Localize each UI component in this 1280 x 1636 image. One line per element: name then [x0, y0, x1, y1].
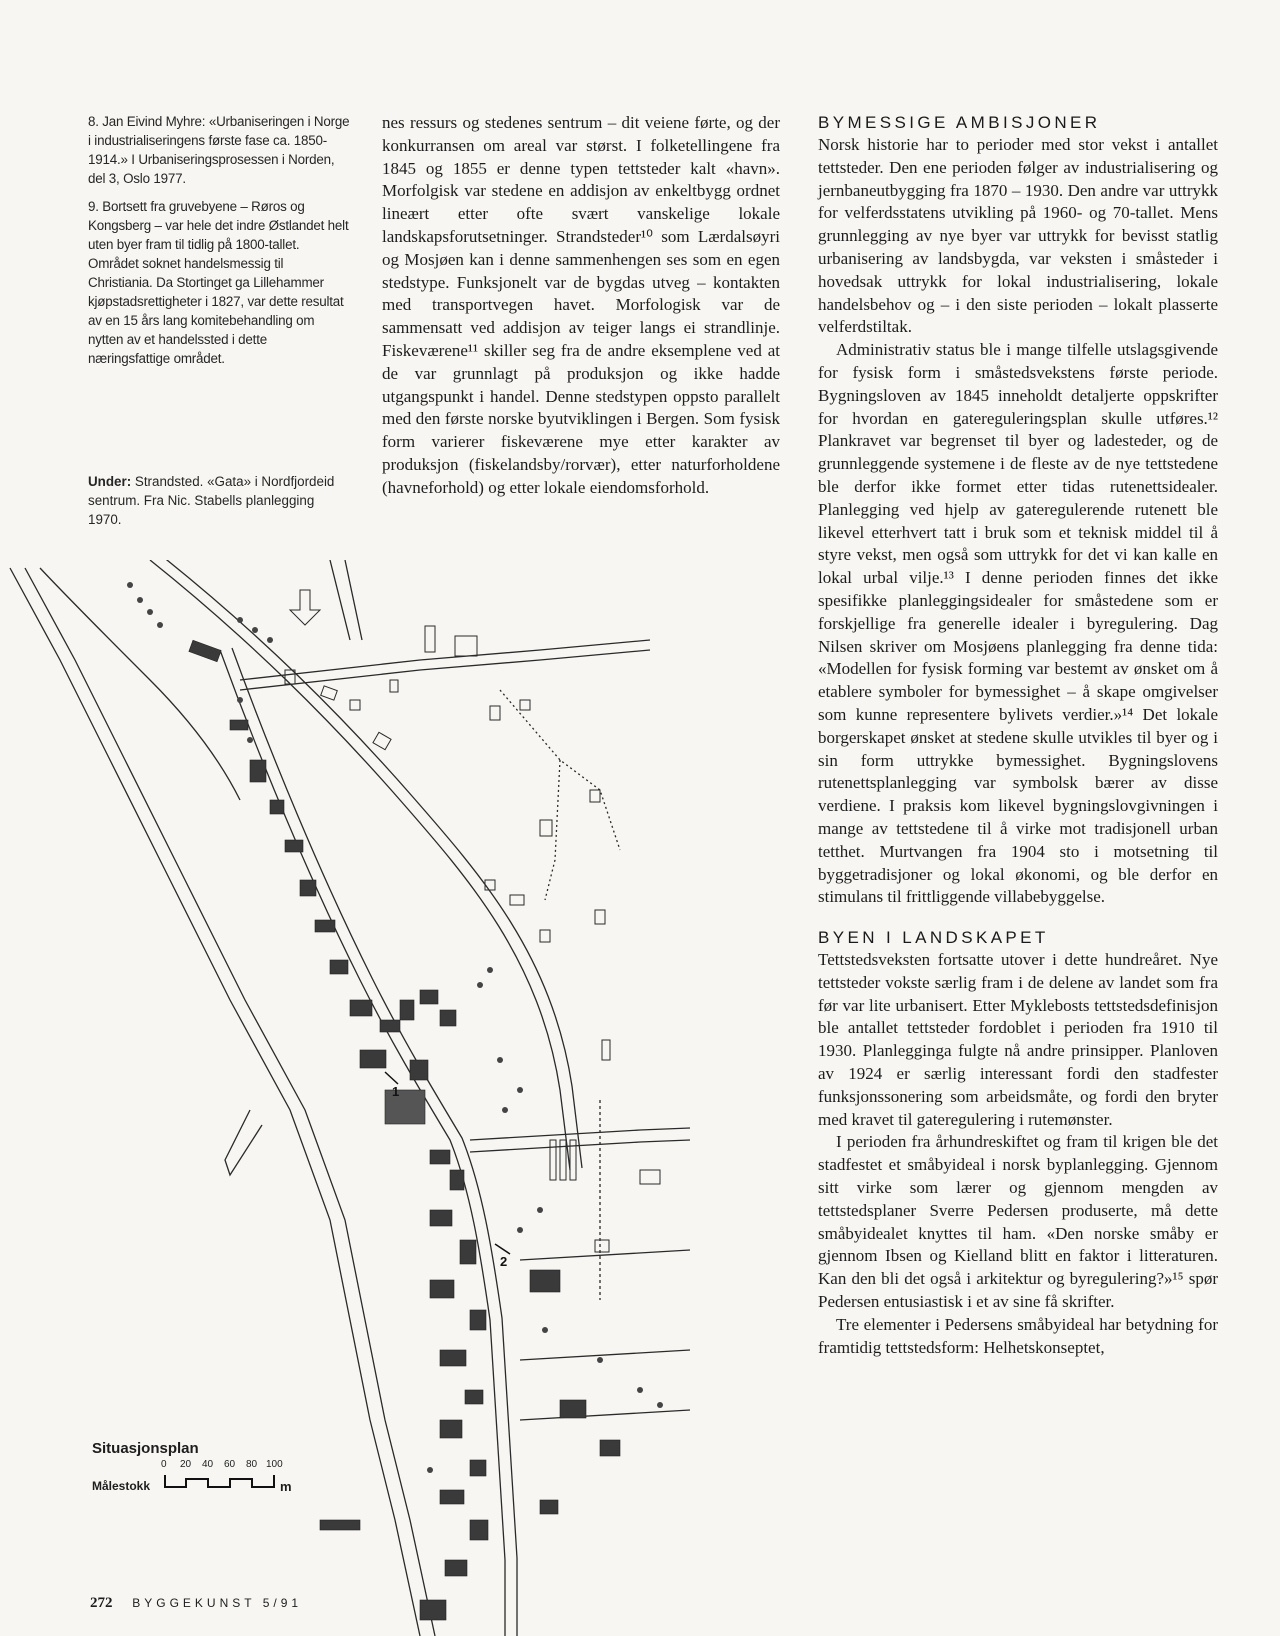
map-marker-1: 1 [392, 1084, 400, 1099]
road-east [240, 640, 650, 680]
scale-tick: 80 [246, 1459, 258, 1470]
scale-tick: 40 [202, 1459, 214, 1470]
magazine-name: BYGGEKUNST 5/91 [132, 1596, 303, 1610]
caption-text: Strandsted. «Gata» i Nordfjordeid sentrum. Fra Nic. Stabells planlegging 1970. [88, 474, 335, 527]
middle-column [382, 112, 780, 500]
legend-title: Situasjonsplan [92, 1440, 199, 1457]
paragraph-3: Tettstedsveksten fortsatte utover i dette hundreåret. Nye tettsteder vokste særlig fram i de delene av landet som fra før var lite urbanisert. Etter Myklebosts tettstedsdefinisjon ble antallet tettsteder fordoblet i perioden fra 1910 til 1930. Planlegginga fulgte nå andre prinsipper. Planloven av 1924 er særlig interessant fordi den stadfester funksjonssonering som arbeidsmåte, og fordi den bryter med kravet til gateregulering i rutemønster. [818, 950, 1218, 1129]
page-footer [90, 1595, 302, 1612]
caption-label: Under: [88, 474, 132, 489]
footnotes [88, 112, 350, 377]
paragraph-2: Administrativ status ble i mange tilfelle utslagsgivende for fysisk form i småstedsvekstens første periode. Bygningsloven av 1845 inneholdt detaljerte oppskrifter for hvordan en gatereguleringsplan skulle utføres.¹² Plankravet var begrenset til byer og ladesteder, og de grunnleggende systemene i de fleste av de nye tettstedene ble derfor ikke formet etter tidas rutenettsidealer. Planlegging ved hjelp av gateregulerende rutenett ble likevel etterhvert tatt i bruk som et teknisk middel til å styre vekst, men også som uttrykk for det vi kan kalle en lokal urbal vilje.¹³ I denne perioden finnes det ikke spesifikke planleggingsidealer for småstedene som er forskjellige fra generelle idealer i byregulering. Dag Nilsen skriver om Mosjøens planlegging fra denne tida: «Modellen for fysisk forming var bestemt av ønsket om å etablere symboler for bymessighet – å skape omgivelser som kunne representere bylivets verdier.»¹⁴ Det lokale borgerskapet ønsket at stedene skulle utvikles til byer og i sin form uttrykke bymessighet. Bygningslovens rutenettsplanlegging var symbolsk bærer av disse verdiene. I praksis kom likevel bygningslovgivningen i mange av tettstedene til å virke mot tradisjonell urban tetthet. Murtvangen fra 1904 sto i motsetning til byggetradisjoner og lokal økonomi, og ble derfor en stimulans til frittliggende villabebyggelse. [818, 340, 1218, 907]
map-caption [88, 472, 350, 529]
pier [225, 1110, 262, 1175]
heading-bymessige-ambisjoner: BYMESSIGE AMBISJONER [818, 113, 1101, 132]
map-legend [92, 1440, 312, 1497]
scale-tick: 60 [224, 1459, 236, 1470]
footnote-8: 8. Jan Eivind Myhre: «Urbaniseringen i Norge i industrialiseringens første fase ca. 1850-1914.» I Urbaniseringsprosessen i Norden, del 3, Oslo 1977. [88, 114, 350, 186]
right-column [818, 112, 1218, 1359]
scale-unit: m [280, 1479, 292, 1494]
scale-tick: 100 [266, 1459, 283, 1470]
scale-bar [164, 1473, 284, 1491]
scale-tick: 0 [161, 1459, 167, 1470]
map-marker-2: 2 [500, 1254, 508, 1269]
middle-column-text: nes ressurs og stedenes sentrum – dit veiene førte, og der konkurransen om areal var størst. I folketellingene fra 1845 og 1855 er denne typen tettsteder kalt «havn». Morfolgisk var stedene en addisjon av enkeltbygg ordnet lineært etter ofte svært vanskelige lokale landskapsforutsetninger. Strandsteder¹⁰ som Lærdalsøyri og Mosjøen kan i denne sammenhengen ses som en egen stedstype. Funksjonelt var de bygdas utveg – kontakten med transportvegen havet. Morfologisk var de sammensatt ved addisjon av teiger langs ei strandlinje. Fiskeværene¹¹ skiller seg fra de andre eksemplene ved at de var grunnlagt på produksjon og ikke hadde utgangspunkt i handel. Denne stedstypen oppsto parallelt med den første norske byutviklingen i Bergen. Som fysisk form varierer fiskeværene mye etter karakter av produksjon (fiskelandsby/rorvær), etter naturforholdene (havneforhold) og etter lokale eiendomsforhold. [382, 113, 780, 497]
heading-byen-i-landskapet: BYEN I LANDSKAPET [818, 928, 1049, 948]
scale-label: Målestokk [92, 1479, 151, 1493]
paragraph-4: I perioden fra århundreskiftet og fram til krigen ble det stadfestet et småbyideal i norsk byplanlegging. Gjennom sitt virke som lærer og gjennom mengden av tettstedsplaner Sverre Pedersen produserte, må dette småbyidealet knyttes til ham. «Den norske småby er gjennom Ibsen og Kielland blitt en faktor i litteraturen. Kan den bli det også i arkitektur og byregulering?»¹⁵ spør Pedersen entusiastisk i et av sine få skrifter. [818, 1132, 1218, 1312]
page-number: 272 [90, 1595, 113, 1611]
scale-tick: 20 [180, 1459, 192, 1470]
paragraph-5: Tre elementer i Pedersens småbyideal har betydning for framtidig tettstedsform: Helhetskonseptet, [818, 1314, 1218, 1357]
cross-street [470, 1128, 690, 1140]
footnote-9: 9. Bortsett fra gruvebyene – Røros og Kongsberg – var hele det indre Østlandet helt uten byer fram til tidlig på 1800-tallet. Området soknet handelsmessig til Christiania. Da Stortinget ga Lillehammer kjøpstadsrettigheter i 1827, var dette resultat av en 15 års lang komitebehandling om nytten av et handelssted i dette næringsfattige området. [88, 199, 349, 366]
paragraph-1: Norsk historie har to perioder med stor vekst i antallet tettsteder. Den ene perioden følger av industrialisering og jernbaneutbygging fra 1870 – 1930. Den andre var uttrykk for velferdsstatens utvikling på 1960- og 70-tallet. Mens grunnlegging av nye byer var uttrykk for bevisst statlig urbanisering av landsbygda, var veksten i småsteder i hovedsak uttrykk for lokal industrialisering, lokale handelsbehov og – i den siste perioden – lokalt plasserte velferdstiltak. [818, 135, 1218, 337]
